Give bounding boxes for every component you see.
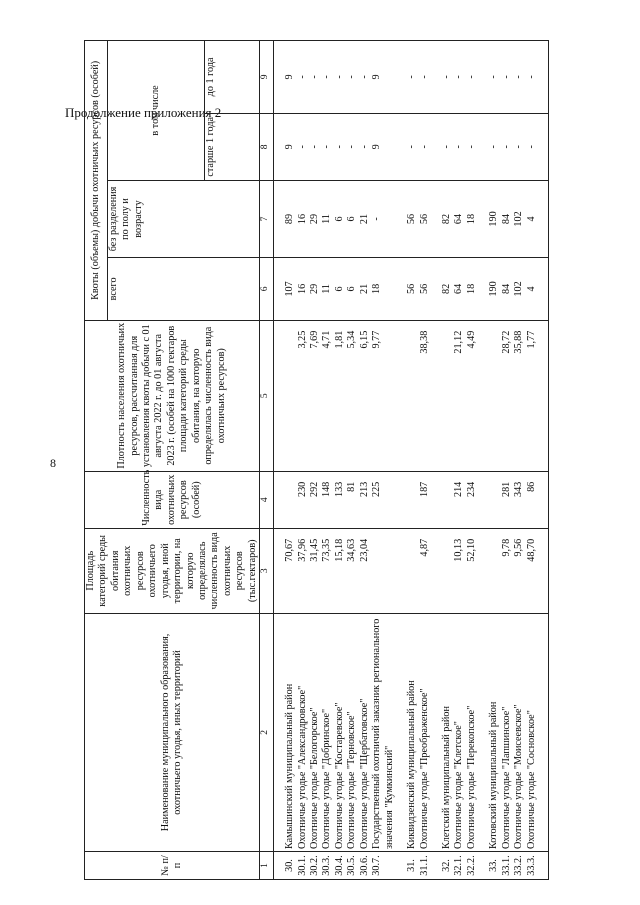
row-total: 82: [441, 258, 453, 321]
row-under: 9: [371, 41, 396, 114]
spacer-row: [538, 41, 549, 880]
row-density: 9,77: [371, 320, 396, 471]
row-density: 1,81: [334, 320, 346, 471]
row-density: 5,34: [346, 320, 358, 471]
row-total: 4: [526, 258, 538, 321]
row-older: -: [526, 113, 538, 180]
row-count: 133: [334, 471, 346, 528]
row-number: 30.4.: [334, 852, 346, 880]
row-total: 18: [466, 258, 478, 321]
row-under: -: [513, 41, 525, 114]
colnum-6: 6: [260, 258, 274, 321]
row-name: Охотничье угодье "Лапшинское": [501, 613, 513, 851]
table-row: [526, 41, 538, 880]
row-nosex: 56: [406, 180, 418, 257]
header-name: Наименование муниципального образования, охотничьего угодья, иных территорий: [85, 613, 260, 851]
row-area: 4,87: [419, 528, 431, 613]
row-number: 31.: [406, 852, 418, 880]
row-nosex: 190: [488, 180, 500, 257]
spacer-row: [431, 41, 441, 880]
row-density: 28,72: [501, 320, 513, 471]
row-number: 30.2.: [309, 852, 321, 880]
row-total: 64: [453, 258, 465, 321]
row-under: -: [334, 41, 346, 114]
row-under: -: [309, 41, 321, 114]
row-name: Охотничье угодье "Добринское": [321, 613, 333, 851]
row-area: 34,63: [346, 528, 358, 613]
row-count: 214: [453, 471, 465, 528]
row-nosex: 18: [466, 180, 478, 257]
row-name: Котовский муниципальный район: [488, 613, 500, 851]
row-density: 21,12: [453, 320, 465, 471]
row-density: 6,15: [359, 320, 371, 471]
header-count: Численность вида охотничьих ресурсов (особей): [85, 471, 260, 528]
row-older: -: [453, 113, 465, 180]
table-row: [321, 41, 333, 880]
header-no: № п/п: [85, 852, 260, 880]
row-count: [406, 471, 418, 528]
header-quota: Квоты (объемы) добычи охотничьих ресурсов (особей): [85, 41, 108, 321]
table-row: [501, 41, 513, 880]
row-count: 187: [419, 471, 431, 528]
row-total: 16: [297, 258, 309, 321]
row-density: 4,71: [321, 320, 333, 471]
row-nosex: 29: [309, 180, 321, 257]
row-area: 10,13: [453, 528, 465, 613]
row-under: -: [453, 41, 465, 114]
row-area: [488, 528, 500, 613]
row-count: 281: [501, 471, 513, 528]
row-older: -: [334, 113, 346, 180]
table-row: [453, 41, 465, 880]
row-count: 225: [371, 471, 396, 528]
row-density: 38,38: [419, 320, 431, 471]
page-number: 8: [50, 456, 56, 470]
row-older: -: [419, 113, 431, 180]
row-number: 30.5.: [346, 852, 358, 880]
table-row: [346, 41, 358, 880]
row-name: Камышинский муниципальный район: [284, 613, 296, 851]
row-nosex: 6: [334, 180, 346, 257]
row-under: -: [406, 41, 418, 114]
row-older: -: [309, 113, 321, 180]
colnum-9: 9: [260, 41, 274, 114]
header-nosex: без разделения по полу и возрасту: [108, 180, 260, 257]
row-name: Клетский муниципальный район: [441, 613, 453, 851]
row-name: Охотничье угодье "Терновское": [346, 613, 358, 851]
row-density: 35,88: [513, 320, 525, 471]
row-nosex: 102: [513, 180, 525, 257]
row-older: -: [501, 113, 513, 180]
header-older: старше 1 года: [205, 113, 260, 180]
row-total: 21: [359, 258, 371, 321]
row-nosex: 89: [284, 180, 296, 257]
row-area: 70,67: [284, 528, 296, 613]
row-area: 9,78: [501, 528, 513, 613]
header-density: Плотность населения охотничьих ресурсов, рассчитанная для установления квоты добычи с 01 августа 2022 г. до 01 августа 2023 г. (особей на 1000 гектаров площади категорий среды обитания, на которую определялась численность вида охотничьих ресурсов): [85, 320, 260, 471]
row-under: -: [488, 41, 500, 114]
row-under: -: [501, 41, 513, 114]
row-area: 15,18: [334, 528, 346, 613]
row-density: [406, 320, 418, 471]
row-number: 32.2.: [466, 852, 478, 880]
table-row: [284, 41, 296, 880]
row-older: -: [488, 113, 500, 180]
rotated-table-container: [84, 40, 604, 880]
row-count: 230: [297, 471, 309, 528]
table-row: [513, 41, 525, 880]
row-area: 73,35: [321, 528, 333, 613]
row-name: Охотничье угодье "Сосновское": [526, 613, 538, 851]
row-older: -: [466, 113, 478, 180]
row-area: 31,45: [309, 528, 321, 613]
row-number: 33.2.: [513, 852, 525, 880]
row-nosex: 16: [297, 180, 309, 257]
table-row: [466, 41, 478, 880]
colnum-2: 2: [260, 613, 274, 851]
row-under: -: [466, 41, 478, 114]
row-name: Охотничье угодье "Щербатовское": [359, 613, 371, 851]
row-total: 107: [284, 258, 296, 321]
row-under: 9: [284, 41, 296, 114]
row-number: 33.: [488, 852, 500, 880]
row-total: 29: [309, 258, 321, 321]
row-area: 9,56: [513, 528, 525, 613]
row-count: 292: [309, 471, 321, 528]
row-nosex: 64: [453, 180, 465, 257]
row-density: [284, 320, 296, 471]
row-older: -: [321, 113, 333, 180]
header-total: всего: [108, 258, 260, 321]
row-number: 30.6.: [359, 852, 371, 880]
row-number: 32.1.: [453, 852, 465, 880]
row-density: 4,49: [466, 320, 478, 471]
colnum-7: 7: [260, 180, 274, 257]
row-area: [371, 528, 396, 613]
row-number: 33.1.: [501, 852, 513, 880]
table-row: [406, 41, 418, 880]
table-row: [488, 41, 500, 880]
table-row: [334, 41, 346, 880]
row-nosex: 11: [321, 180, 333, 257]
row-area: [441, 528, 453, 613]
row-total: 18: [371, 258, 396, 321]
spacer-row: [396, 41, 406, 880]
colnum-1: 1: [260, 852, 274, 880]
row-density: [441, 320, 453, 471]
header-under: до 1 года: [205, 41, 260, 114]
row-count: 213: [359, 471, 371, 528]
row-area: 23,04: [359, 528, 371, 613]
row-under: -: [526, 41, 538, 114]
table-row: [419, 41, 431, 880]
table-row: [371, 41, 396, 880]
row-area: 37,96: [297, 528, 309, 613]
row-density: 3,25: [297, 320, 309, 471]
row-name: Государственный охотничий заказник регионального значения "Кумкинский": [371, 613, 396, 851]
row-total: 11: [321, 258, 333, 321]
row-number: 33.3.: [526, 852, 538, 880]
row-name: Охотничье угодье "Костаревское": [334, 613, 346, 851]
row-nosex: -: [371, 180, 396, 257]
row-nosex: 21: [359, 180, 371, 257]
row-area: [406, 528, 418, 613]
row-area: 48,70: [526, 528, 538, 613]
row-number: 31.1.: [419, 852, 431, 880]
header-area: Площадь категорий среды обитания охотничьих ресурсов охотничьего угодья, иной территории, на которую определялась численность вида охотничьих ресурсов (тыс.гектаров): [85, 528, 260, 613]
colnum-4: 4: [260, 471, 274, 528]
row-total: 190: [488, 258, 500, 321]
row-count: [488, 471, 500, 528]
table-row: [359, 41, 371, 880]
row-density: 7,69: [309, 320, 321, 471]
row-density: [488, 320, 500, 471]
row-number: 30.7.: [371, 852, 396, 880]
row-name: Киквидзенский муниципальный район: [406, 613, 418, 851]
row-count: [441, 471, 453, 528]
row-count: 148: [321, 471, 333, 528]
row-count: 343: [513, 471, 525, 528]
row-nosex: 56: [419, 180, 431, 257]
row-nosex: 84: [501, 180, 513, 257]
row-total: 6: [334, 258, 346, 321]
row-older: -: [513, 113, 525, 180]
row-total: 102: [513, 258, 525, 321]
row-under: -: [441, 41, 453, 114]
row-number: 30.: [284, 852, 296, 880]
row-under: -: [297, 41, 309, 114]
row-total: 56: [419, 258, 431, 321]
row-older: 9: [371, 113, 396, 180]
quota-table: [84, 40, 549, 880]
row-nosex: 4: [526, 180, 538, 257]
row-nosex: 6: [346, 180, 358, 257]
row-total: 84: [501, 258, 513, 321]
row-number: 30.3.: [321, 852, 333, 880]
spacer-row: [478, 41, 488, 880]
colnum-3: 3: [260, 528, 274, 613]
header-incl: в том числе: [108, 41, 205, 181]
row-name: Охотничье угодье "Клетское": [453, 613, 465, 851]
row-count: 81: [346, 471, 358, 528]
table-row: [297, 41, 309, 880]
table-body: [274, 41, 549, 880]
row-older: -: [346, 113, 358, 180]
row-count: 234: [466, 471, 478, 528]
row-older: -: [359, 113, 371, 180]
continuation-note: Продолжение приложения 2: [65, 105, 222, 120]
row-name: Охотничье угодье "Александровское": [297, 613, 309, 851]
row-area: 52,10: [466, 528, 478, 613]
row-number: 30.1.: [297, 852, 309, 880]
row-total: 56: [406, 258, 418, 321]
row-under: -: [346, 41, 358, 114]
row-count: 86: [526, 471, 538, 528]
row-name: Охотничье угодье "Преображенское": [419, 613, 431, 851]
row-density: 1,77: [526, 320, 538, 471]
row-count: [284, 471, 296, 528]
table-row: [441, 41, 453, 880]
row-total: 6: [346, 258, 358, 321]
row-under: -: [321, 41, 333, 114]
row-older: -: [441, 113, 453, 180]
row-under: -: [359, 41, 371, 114]
colnum-8: 8: [260, 113, 274, 180]
colnum-5: 5: [260, 320, 274, 471]
row-older: -: [406, 113, 418, 180]
row-name: Охотничье угодье "Белогорское": [309, 613, 321, 851]
row-older: -: [297, 113, 309, 180]
row-number: 32.: [441, 852, 453, 880]
row-under: -: [419, 41, 431, 114]
row-name: Охотничье угодье "Перекопское": [466, 613, 478, 851]
spacer-row: [274, 41, 285, 880]
row-nosex: 82: [441, 180, 453, 257]
row-name: Охотничье угодье "Моисеевское": [513, 613, 525, 851]
table-row: [309, 41, 321, 880]
row-older: 9: [284, 113, 296, 180]
